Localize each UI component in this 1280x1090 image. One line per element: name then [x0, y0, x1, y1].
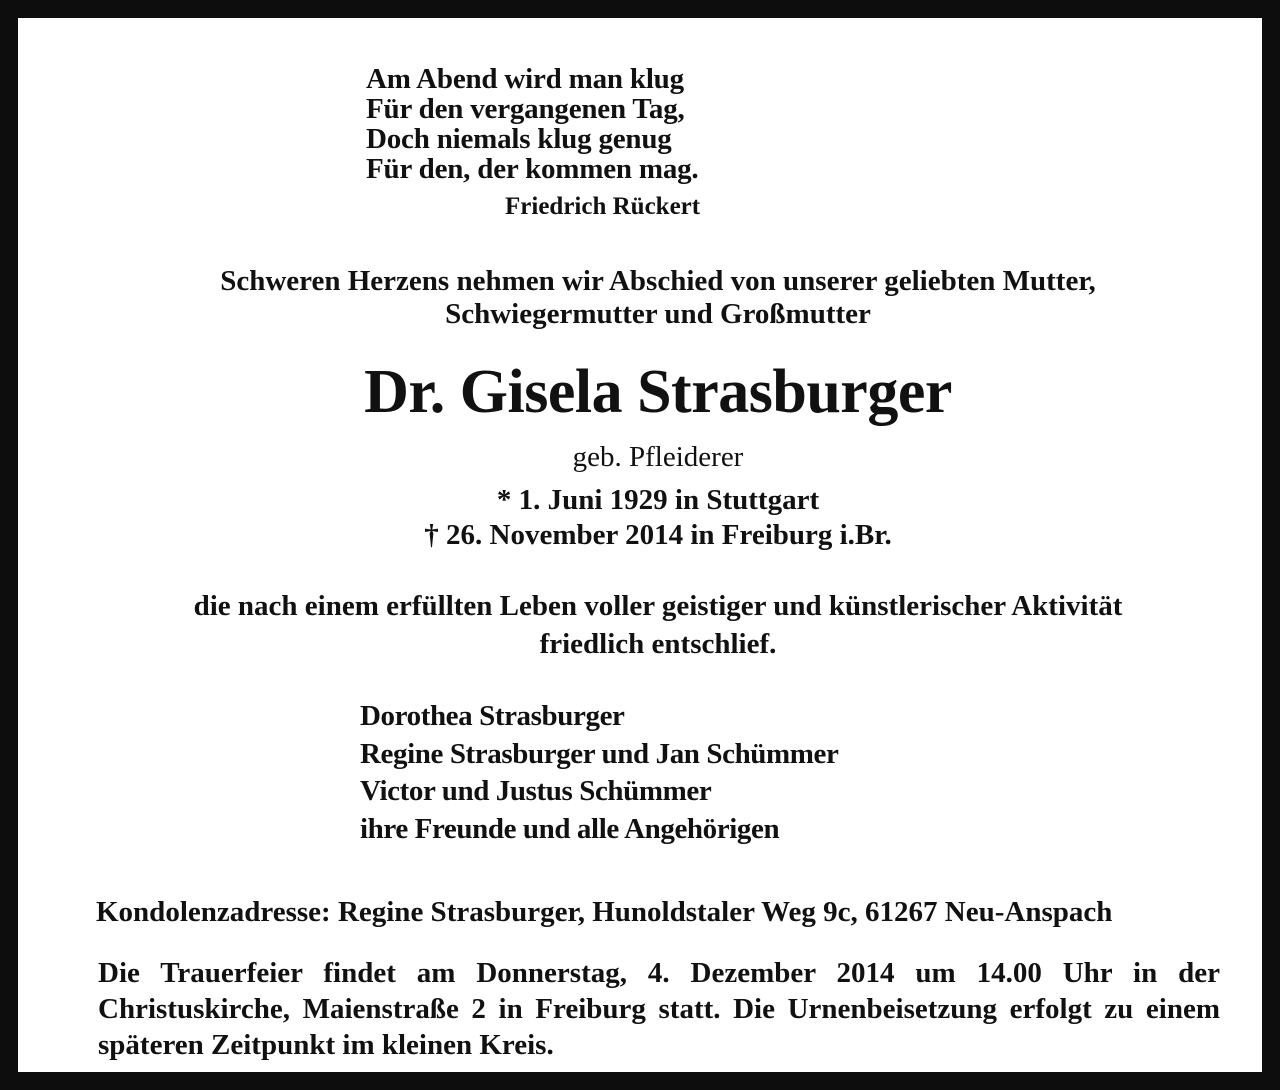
closing-text — [18, 587, 1280, 663]
birth-date: * 1. Juni 1929 in Stuttgart — [496, 484, 820, 516]
intro-line: Schwiegermutter und Großmutter — [445, 298, 871, 330]
closing-line: friedlich entschlief. — [539, 628, 777, 660]
deceased-name: Dr. Gisela Strasburger — [364, 358, 952, 426]
condolence-address: Kondolenzadresse: Regine Strasburger, Hunoldstaler Weg 9c, 61267 Neu-Anspach — [96, 896, 1113, 928]
intro-text — [18, 265, 1280, 331]
poem-author: Friedrich Rückert — [505, 193, 701, 220]
poem-line: Am Abend wird man klug — [366, 63, 684, 95]
life-dates — [18, 483, 1280, 553]
closing-line: die nach einem erfüllten Leben voller geistiger und künstlerischer Aktivität — [193, 590, 1123, 622]
poem-line: Für den, der kommen mag. — [366, 153, 699, 185]
birth-name: geb. Pfleiderer — [572, 441, 744, 473]
poem — [366, 64, 698, 184]
mourner: Dorothea Strasburger — [360, 700, 625, 732]
poem-line: Doch niemals klug genug — [366, 123, 672, 155]
poem-line: Für den vergangenen Tag, — [366, 93, 685, 125]
mourner: Regine Strasburger und Jan Schümmer — [360, 737, 839, 770]
mourner: Victor und Justus Schümmer — [360, 775, 712, 807]
funeral-notice: Die Trauerfeier findet am Donnerstag, 4. Dezember 2014 um 14.00 Uhr in der Christuskirche, Maienstraße 2 in Freiburg statt. Die Urnenbeisetzung erfolgt zu einem späteren Zeitpunkt im kleinen Kreis. — [98, 957, 1220, 1061]
mourners-list — [360, 698, 839, 848]
mourner: ihre Freunde und alle Angehörigen — [360, 812, 780, 845]
death-date: † 26. November 2014 in Freiburg i.Br. — [424, 519, 892, 551]
intro-line: Schweren Herzens nehmen wir Abschied von unserer geliebten Mutter, — [220, 265, 1096, 297]
